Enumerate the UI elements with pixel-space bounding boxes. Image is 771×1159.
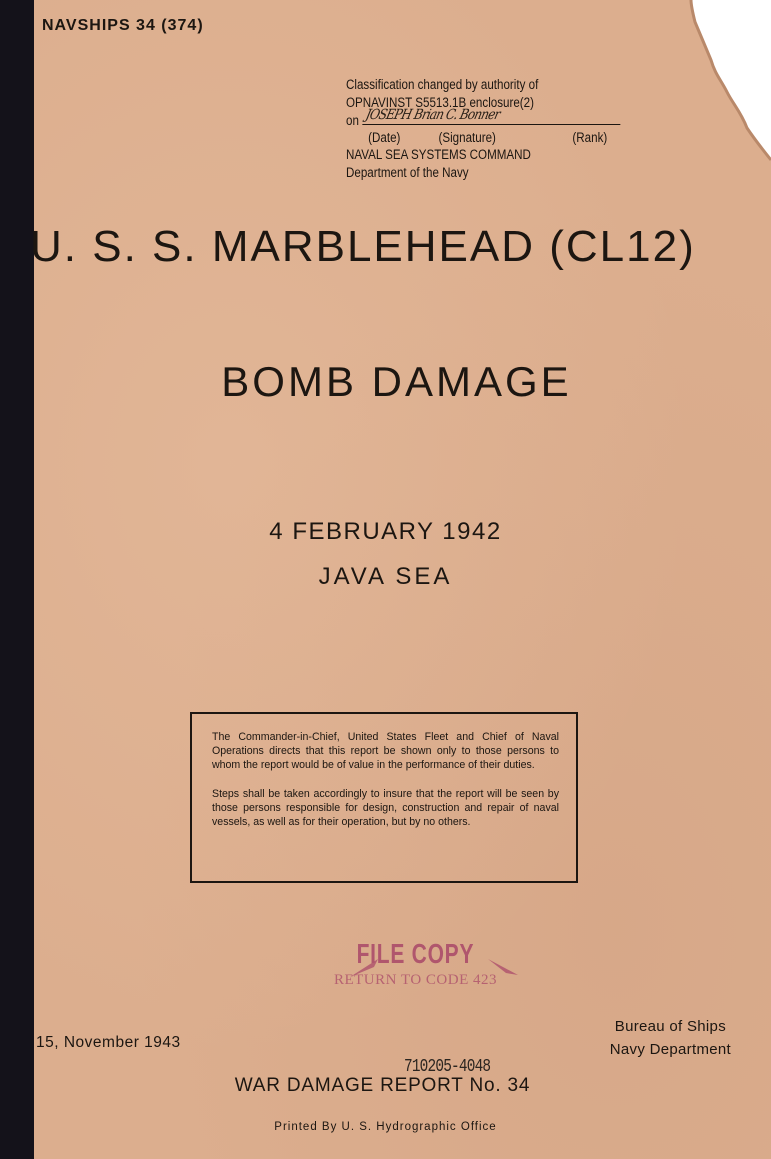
signature-captions: [346, 129, 620, 147]
publication-date: 15, November 1943: [36, 1034, 181, 1051]
classification-line-2: OPNAVINST S5513.1B enclosure(2): [346, 94, 535, 110]
stamp-main-text: FILE COPY: [356, 938, 475, 969]
signature-line: [362, 107, 620, 125]
ship-title: U. S. S. MARBLEHEAD (CL12): [30, 222, 696, 271]
printer-credit: Printed By U. S. Hydrographic Office: [274, 1121, 497, 1133]
on-label: on: [346, 113, 359, 128]
bureau-line-2: Navy Department: [609, 1041, 731, 1058]
caption-signature: (Signature): [438, 129, 496, 145]
file-copy-stamp: [0, 938, 771, 989]
torn-corner: [651, 0, 771, 200]
incident-location: JAVA SEA: [318, 563, 453, 590]
caption-rank: (Rank): [572, 129, 608, 145]
distribution-notice-box: [190, 712, 578, 883]
serial-number: 710205-4048: [404, 1057, 491, 1077]
handwritten-signature: JOSEPH Brian C. Bonner: [363, 107, 501, 123]
notice-paragraph-2: Steps shall be taken accordingly to insure that the report will be seen by those persons responsible for design, construction and repair of naval vessels, as well as for their operation, but by no others.: [212, 787, 559, 829]
incident-date: 4 FEBRUARY 1942: [269, 518, 502, 545]
classification-line-4: NAVAL SEA SYSTEMS COMMAND: [346, 147, 531, 162]
subject-title: BOMB DAMAGE: [221, 358, 572, 405]
bureau-line-1: Bureau of Ships: [614, 1018, 727, 1035]
classification-line-5: Department of the Navy: [346, 164, 469, 180]
classification-block: [346, 76, 620, 181]
stamp-sub-text: RETURN TO CODE 423: [333, 972, 498, 988]
report-number: WAR DAMAGE REPORT No. 34: [234, 1075, 531, 1096]
classification-line-1: Classification changed by authority of: [346, 77, 539, 92]
classification-signature-row: [346, 107, 620, 129]
issuing-bureau: [610, 1015, 731, 1061]
notice-paragraph-1: The Commander-in-Chief, United States Fleet and Chief of Naval Operations directs that this report be shown only to those persons to whom the report would be of value in the performance of their duties.: [212, 731, 559, 772]
navships-code: NAVSHIPS 34 (374): [42, 17, 204, 34]
caption-date: (Date): [368, 129, 401, 145]
